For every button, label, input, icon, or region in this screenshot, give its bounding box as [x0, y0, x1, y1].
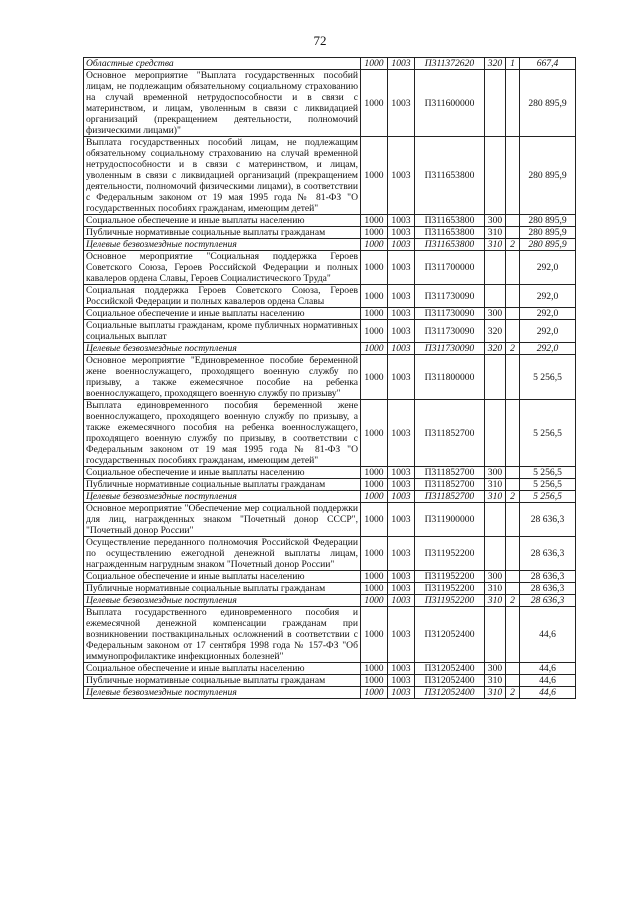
row-expense-type	[485, 137, 506, 215]
row-target-article: П311952200	[415, 595, 485, 607]
row-section: 1000	[361, 663, 388, 675]
row-expense-type: 300	[485, 571, 506, 583]
row-target-article: П311852700	[415, 491, 485, 503]
table-row	[84, 308, 576, 320]
row-target-article: П311952200	[415, 583, 485, 595]
row-name: Основное мероприятие "Обеспечение мер социальной поддержки для лиц, награжденных знаком "Почетный донор СССР", "Почетный донор России"	[84, 503, 361, 537]
row-subsection: 1003	[388, 239, 415, 251]
row-target-article: П312052400	[415, 663, 485, 675]
row-amount: 280 895,9	[520, 227, 576, 239]
row-amount: 28 636,3	[520, 537, 576, 571]
row-amount: 28 636,3	[520, 571, 576, 583]
row-expense-type	[485, 355, 506, 400]
row-amount: 5 256,5	[520, 400, 576, 467]
row-section: 1000	[361, 227, 388, 239]
row-name: Публичные нормативные социальные выплаты гражданам	[84, 675, 361, 687]
row-section: 1000	[361, 239, 388, 251]
row-section: 1000	[361, 251, 388, 285]
row-amount: 5 256,5	[520, 467, 576, 479]
row-amount: 292,0	[520, 308, 576, 320]
row-subsection: 1003	[388, 285, 415, 308]
row-name: Социальная поддержка Героев Советского Союза, Героев Российской Федерации и полных кавалеров ордена Славы	[84, 285, 361, 308]
row-section: 1000	[361, 595, 388, 607]
table-row	[84, 479, 576, 491]
row-amount: 28 636,3	[520, 503, 576, 537]
row-name: Выплата государственных пособий лицам, не подлежащим обязательному социальному страхованию на случай временной нетрудоспособности и в связи с материнством, и лицам, уволенным в связи с ликвидацией организаций (прекращением деятельности, полномочий физическими лицами), в соответствии с Федеральным законом от 19 мая 1995 года № 81-ФЗ "О государственных пособиях гражданам, имеющим детей"	[84, 137, 361, 215]
row-subsection: 1003	[388, 607, 415, 663]
row-subsection: 1003	[388, 537, 415, 571]
row-section: 1000	[361, 343, 388, 355]
row-section: 1000	[361, 571, 388, 583]
row-subsection: 1003	[388, 227, 415, 239]
table-row	[84, 251, 576, 285]
row-target-article: П311653800	[415, 227, 485, 239]
row-name: Публичные нормативные социальные выплаты гражданам	[84, 583, 361, 595]
row-name: Социальное обеспечение и иные выплаты населению	[84, 308, 361, 320]
row-amount: 44,6	[520, 687, 576, 699]
row-subsection: 1003	[388, 479, 415, 491]
row-name: Целевые безвозмездные поступления	[84, 343, 361, 355]
row-section: 1000	[361, 583, 388, 595]
row-subsection: 1003	[388, 251, 415, 285]
row-target-article: П311730090	[415, 343, 485, 355]
row-funding-source: 2	[506, 239, 520, 251]
row-name: Целевые безвозмездные поступления	[84, 491, 361, 503]
row-section: 1000	[361, 215, 388, 227]
row-name: Публичные нормативные социальные выплаты гражданам	[84, 479, 361, 491]
table-row	[84, 571, 576, 583]
row-target-article: П311952200	[415, 571, 485, 583]
row-expense-type: 300	[485, 663, 506, 675]
row-funding-source	[506, 251, 520, 285]
row-expense-type	[485, 70, 506, 137]
row-section: 1000	[361, 491, 388, 503]
row-section: 1000	[361, 308, 388, 320]
row-expense-type: 310	[485, 675, 506, 687]
row-section: 1000	[361, 687, 388, 699]
row-expense-type: 310	[485, 583, 506, 595]
row-amount: 292,0	[520, 251, 576, 285]
row-section: 1000	[361, 503, 388, 537]
row-funding-source	[506, 400, 520, 467]
row-name: Основное мероприятие "Единовременное пособие беременной жене военнослужащего, проходящего военную службу по призыву, а также ежемесячное пособие на ребенка военнослужащего, проходящего военную службу по призыву"	[84, 355, 361, 400]
row-amount: 280 895,9	[520, 70, 576, 137]
table-row	[84, 343, 576, 355]
row-name: Выплата единовременного пособия беременной жене военнослужащего, проходящего военную службу по призыву, а также ежемесячного пособия на ребенка военнослужащего, проходящего военную службу по призыву, в соответствии с Федеральным законом от 19 мая 1995 года № 81-ФЗ "О государственных пособиях гражданам, имеющим детей"	[84, 400, 361, 467]
row-name: Социальное обеспечение и иные выплаты населению	[84, 663, 361, 675]
row-name: Целевые безвозмездные поступления	[84, 239, 361, 251]
row-funding-source	[506, 583, 520, 595]
row-name: Социальное обеспечение и иные выплаты населению	[84, 215, 361, 227]
row-expense-type: 310	[485, 491, 506, 503]
row-section: 1000	[361, 70, 388, 137]
row-section: 1000	[361, 355, 388, 400]
row-amount: 44,6	[520, 663, 576, 675]
table-row	[84, 687, 576, 699]
row-expense-type	[485, 607, 506, 663]
row-amount: 280 895,9	[520, 215, 576, 227]
row-target-article: П311700000	[415, 251, 485, 285]
page-number: 72	[313, 33, 327, 48]
table-row	[84, 491, 576, 503]
row-section: 1000	[361, 607, 388, 663]
row-subsection: 1003	[388, 308, 415, 320]
budget-table-body	[84, 58, 576, 699]
row-section: 1000	[361, 537, 388, 571]
row-name: Основное мероприятие "Выплата государственных пособий лицам, не подлежащим обязательному социальному страхованию на случай временной нетрудоспособности и в связи с материнством, и лицам, уволенным в связи с ликвидацией организаций (прекращением деятельности, полномочий физическими лицами)"	[84, 70, 361, 137]
row-funding-source: 2	[506, 595, 520, 607]
row-target-article: П311852700	[415, 467, 485, 479]
row-name: Публичные нормативные социальные выплаты гражданам	[84, 227, 361, 239]
row-target-article: П311600000	[415, 70, 485, 137]
row-expense-type: 320	[485, 58, 506, 70]
row-subsection: 1003	[388, 215, 415, 227]
row-expense-type	[485, 285, 506, 308]
row-funding-source: 1	[506, 58, 520, 70]
row-amount: 280 895,9	[520, 137, 576, 215]
row-name: Социальные выплаты гражданам, кроме публичных нормативных социальных выплат	[84, 320, 361, 343]
table-row	[84, 467, 576, 479]
row-name: Целевые безвозмездные поступления	[84, 595, 361, 607]
row-amount: 28 636,3	[520, 595, 576, 607]
row-subsection: 1003	[388, 687, 415, 699]
table-row	[84, 595, 576, 607]
row-funding-source: 2	[506, 491, 520, 503]
table-row	[84, 400, 576, 467]
budget-table	[83, 57, 576, 699]
row-amount: 280 895,9	[520, 239, 576, 251]
row-subsection: 1003	[388, 137, 415, 215]
row-funding-source	[506, 320, 520, 343]
row-target-article: П312052400	[415, 675, 485, 687]
row-amount: 667,4	[520, 58, 576, 70]
row-amount: 292,0	[520, 343, 576, 355]
table-row	[84, 607, 576, 663]
row-subsection: 1003	[388, 675, 415, 687]
row-amount: 44,6	[520, 607, 576, 663]
row-funding-source	[506, 607, 520, 663]
row-subsection: 1003	[388, 583, 415, 595]
row-funding-source	[506, 479, 520, 491]
row-amount: 28 636,3	[520, 583, 576, 595]
row-funding-source	[506, 70, 520, 137]
row-section: 1000	[361, 58, 388, 70]
row-expense-type	[485, 251, 506, 285]
table-row	[84, 215, 576, 227]
row-target-article: П311952200	[415, 537, 485, 571]
row-expense-type: 310	[485, 239, 506, 251]
row-section: 1000	[361, 285, 388, 308]
table-row	[84, 503, 576, 537]
row-funding-source	[506, 355, 520, 400]
row-expense-type: 310	[485, 595, 506, 607]
row-amount: 44,6	[520, 675, 576, 687]
table-row	[84, 70, 576, 137]
row-amount: 5 256,5	[520, 479, 576, 491]
row-target-article: П311730090	[415, 285, 485, 308]
row-expense-type: 300	[485, 467, 506, 479]
row-section: 1000	[361, 675, 388, 687]
row-name: Областные средства	[84, 58, 361, 70]
row-funding-source	[506, 537, 520, 571]
row-name: Социальное обеспечение и иные выплаты населению	[84, 467, 361, 479]
row-subsection: 1003	[388, 70, 415, 137]
row-subsection: 1003	[388, 571, 415, 583]
row-amount: 292,0	[520, 320, 576, 343]
row-target-article: П311852700	[415, 479, 485, 491]
row-funding-source: 2	[506, 687, 520, 699]
row-subsection: 1003	[388, 663, 415, 675]
table-row	[84, 675, 576, 687]
row-subsection: 1003	[388, 355, 415, 400]
row-funding-source	[506, 215, 520, 227]
row-section: 1000	[361, 479, 388, 491]
row-subsection: 1003	[388, 343, 415, 355]
row-expense-type: 310	[485, 479, 506, 491]
row-subsection: 1003	[388, 503, 415, 537]
row-funding-source	[506, 571, 520, 583]
row-amount: 5 256,5	[520, 355, 576, 400]
row-target-article: П312052400	[415, 687, 485, 699]
row-name: Осуществление переданного полномочия Российской Федерации по осуществлению ежегодной денежной выплаты лицам, награжденным нагрудным знаком "Почетный донор России"	[84, 537, 361, 571]
table-row	[84, 239, 576, 251]
row-name: Целевые безвозмездные поступления	[84, 687, 361, 699]
row-funding-source: 2	[506, 343, 520, 355]
row-expense-type: 320	[485, 320, 506, 343]
row-subsection: 1003	[388, 320, 415, 343]
row-expense-type: 320	[485, 343, 506, 355]
row-funding-source	[506, 503, 520, 537]
row-subsection: 1003	[388, 595, 415, 607]
table-row	[84, 58, 576, 70]
table-row	[84, 320, 576, 343]
row-name: Основное мероприятие "Социальная поддержка Героев Советского Союза, Героев Российской Федерации и полных кавалеров ордена Славы, Героев Социалистического Труда"	[84, 251, 361, 285]
row-amount: 5 256,5	[520, 491, 576, 503]
row-subsection: 1003	[388, 467, 415, 479]
row-expense-type: 310	[485, 687, 506, 699]
table-row	[84, 137, 576, 215]
row-target-article: П311653800	[415, 215, 485, 227]
row-target-article: П311852700	[415, 400, 485, 467]
row-funding-source	[506, 227, 520, 239]
table-row	[84, 227, 576, 239]
row-section: 1000	[361, 137, 388, 215]
row-funding-source	[506, 663, 520, 675]
row-funding-source	[506, 137, 520, 215]
row-target-article: П311730090	[415, 320, 485, 343]
row-name: Выплата государственного единовременного пособия и ежемесячной денежной компенсации гражданам при возникновении поствакцинальных осложнений в соответствии с Федеральным законом от 17 сентября 1998 года № 157-ФЗ "Об иммунопрофилактике инфекционных болезней"	[84, 607, 361, 663]
table-row	[84, 583, 576, 595]
row-subsection: 1003	[388, 58, 415, 70]
row-target-article: П311800000	[415, 355, 485, 400]
row-expense-type	[485, 537, 506, 571]
row-funding-source	[506, 675, 520, 687]
table-row	[84, 663, 576, 675]
row-section: 1000	[361, 320, 388, 343]
row-name: Социальное обеспечение и иные выплаты населению	[84, 571, 361, 583]
table-row	[84, 355, 576, 400]
row-expense-type	[485, 400, 506, 467]
row-funding-source	[506, 308, 520, 320]
row-target-article: П311653800	[415, 239, 485, 251]
row-funding-source	[506, 285, 520, 308]
row-target-article: П311730090	[415, 308, 485, 320]
row-subsection: 1003	[388, 400, 415, 467]
row-target-article: П311653800	[415, 137, 485, 215]
row-target-article: П311900000	[415, 503, 485, 537]
row-expense-type: 300	[485, 308, 506, 320]
table-row	[84, 285, 576, 308]
row-expense-type	[485, 503, 506, 537]
row-amount: 292,0	[520, 285, 576, 308]
table-row	[84, 537, 576, 571]
row-funding-source	[506, 467, 520, 479]
row-section: 1000	[361, 467, 388, 479]
row-subsection: 1003	[388, 491, 415, 503]
row-expense-type: 300	[485, 215, 506, 227]
row-expense-type: 310	[485, 227, 506, 239]
row-target-article: П311372620	[415, 58, 485, 70]
row-target-article: П312052400	[415, 607, 485, 663]
row-section: 1000	[361, 400, 388, 467]
